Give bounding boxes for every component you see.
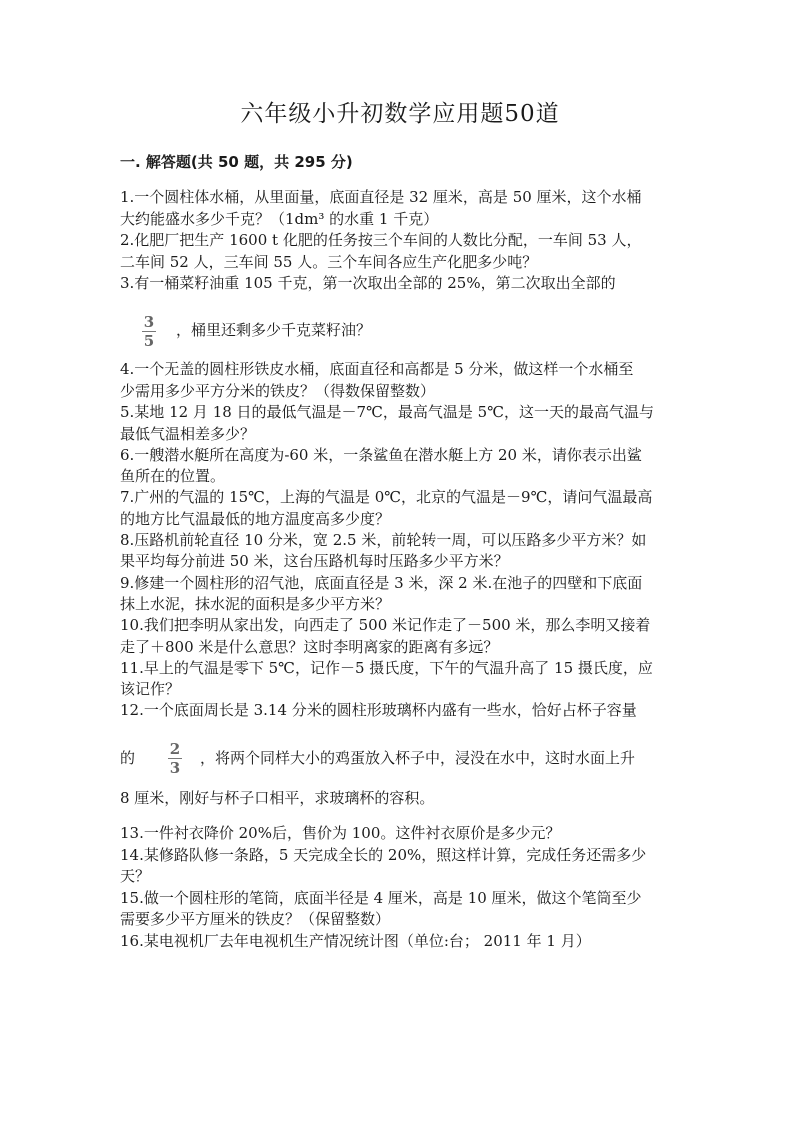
question-line: 5.某地 12 月 18 日的最低气温是－7℃，最高气温是 5℃，这一天的最高气温与 bbox=[120, 403, 654, 421]
question-line: 二车间 52 人，三车间 55 人。三个车间各应生产化肥多少吨？ bbox=[120, 253, 538, 271]
fraction-numerator: 2 bbox=[169, 740, 181, 758]
question-line: 11.早上的气温是零下 5℃，记作－5 摄氏度，下午的气温升高了 15 摄氏度，应 bbox=[120, 659, 653, 677]
question-line: 16.某电视机厂去年电视机生产情况统计图（单位:台； 2011 年 1 月） bbox=[120, 932, 591, 950]
fraction-numerator: 3 bbox=[143, 313, 155, 331]
question-line: 13.一件衬衣降价 20%后，售价为 100。这件衬衣原价是多少元？ bbox=[120, 824, 561, 842]
question-line: 的 bbox=[120, 749, 136, 767]
question-line: 走了＋800 米是什么意思？这时李明离家的距离有多远？ bbox=[120, 638, 499, 656]
page-title: 六年级小升初数学应用题50道 bbox=[240, 101, 560, 127]
question-line: 4.一个无盖的圆柱形铁皮水桶，底面直径和高都是 5 分米，做这样一个水桶至 bbox=[120, 360, 634, 378]
question-line: 7.广州的气温的 15℃，上海的气温是 0℃，北京的气温是－9℃，请问气温最高 bbox=[120, 488, 653, 506]
question-line: 3.有一桶菜籽油重 105 千克，第一次取出全部的 25%，第二次取出全部的 bbox=[120, 274, 616, 292]
question-line: 最低气温相差多少？ bbox=[120, 425, 256, 443]
question-line: 天？ bbox=[120, 867, 151, 885]
question-line: 大约能盛水多少千克？（1dm³ 的水重 1 千克） bbox=[120, 210, 439, 228]
fraction-denominator: 3 bbox=[169, 759, 181, 777]
fraction-denominator: 5 bbox=[143, 332, 155, 350]
question-line: 8.压路机前轮直径 10 分米，宽 2.5 米，前轮转一周，可以压路多少平方米？如 bbox=[120, 531, 647, 549]
question-line: 抹上水泥，抹水泥的面积是多少平方米？ bbox=[120, 595, 391, 613]
question-line: ，将两个同样大小的鸡蛋放入杯子中，浸没在水中，这时水面上升 bbox=[200, 749, 636, 767]
question-line: 少需用多少平方分米的铁皮？（得数保留整数） bbox=[120, 382, 436, 400]
question-line: 14.某修路队修一条路，5 天完成全长的 20%，照这样计算，完成任务还需多少 bbox=[120, 846, 647, 864]
section-heading: 一. 解答题(共 50 题，共 295 分) bbox=[120, 153, 353, 171]
question-line: 15.做一个圆柱形的笔筒，底面半径是 4 厘米，高是 10 厘米，做这个笔筒至少 bbox=[120, 889, 642, 907]
question-line: 1.一个圆柱体水桶，从里面量，底面直径是 32 厘米，高是 50 厘米，这个水桶 bbox=[120, 188, 642, 206]
question-line: 6.一艘潜水艇所在高度为-60 米，一条鲨鱼在潜水艇上方 20 米，请你表示出鲨 bbox=[120, 446, 642, 464]
question-line: 需要多少平方厘米的铁皮？（保留整数） bbox=[120, 910, 391, 928]
question-line: 10.我们把李明从家出发，向西走了 500 米记作走了－500 米，那么李明又接着 bbox=[120, 616, 651, 634]
question-line: 8 厘米，刚好与杯子口相平，求玻璃杯的容积。 bbox=[120, 789, 435, 807]
question-line: 鱼所在的位置。 bbox=[120, 467, 226, 485]
question-line: 2.化肥厂把生产 1600 t 化肥的任务按三个车间的人数比分配，一车间 53 人， bbox=[120, 231, 642, 249]
question-line: 9.修建一个圆柱形的沼气池，底面直径是 3 米，深 2 米.在池子的四壁和下底面 bbox=[120, 574, 643, 592]
question-line: ，桶里还剩多少千克菜籽油？ bbox=[176, 321, 372, 339]
question-line: 12.一个底面周长是 3.14 分米的圆柱形玻璃杯内盛有一些水，恰好占杯子容量 bbox=[120, 701, 637, 719]
question-line: 果平均每分前进 50 米，这台压路机每时压路多少平方米？ bbox=[120, 552, 509, 570]
fraction-two-thirds bbox=[168, 741, 182, 776]
fraction-three-fifths bbox=[142, 314, 156, 349]
question-line: 该记作？ bbox=[120, 680, 181, 698]
question-line: 的地方比气温最低的地方温度高多少度？ bbox=[120, 510, 391, 528]
